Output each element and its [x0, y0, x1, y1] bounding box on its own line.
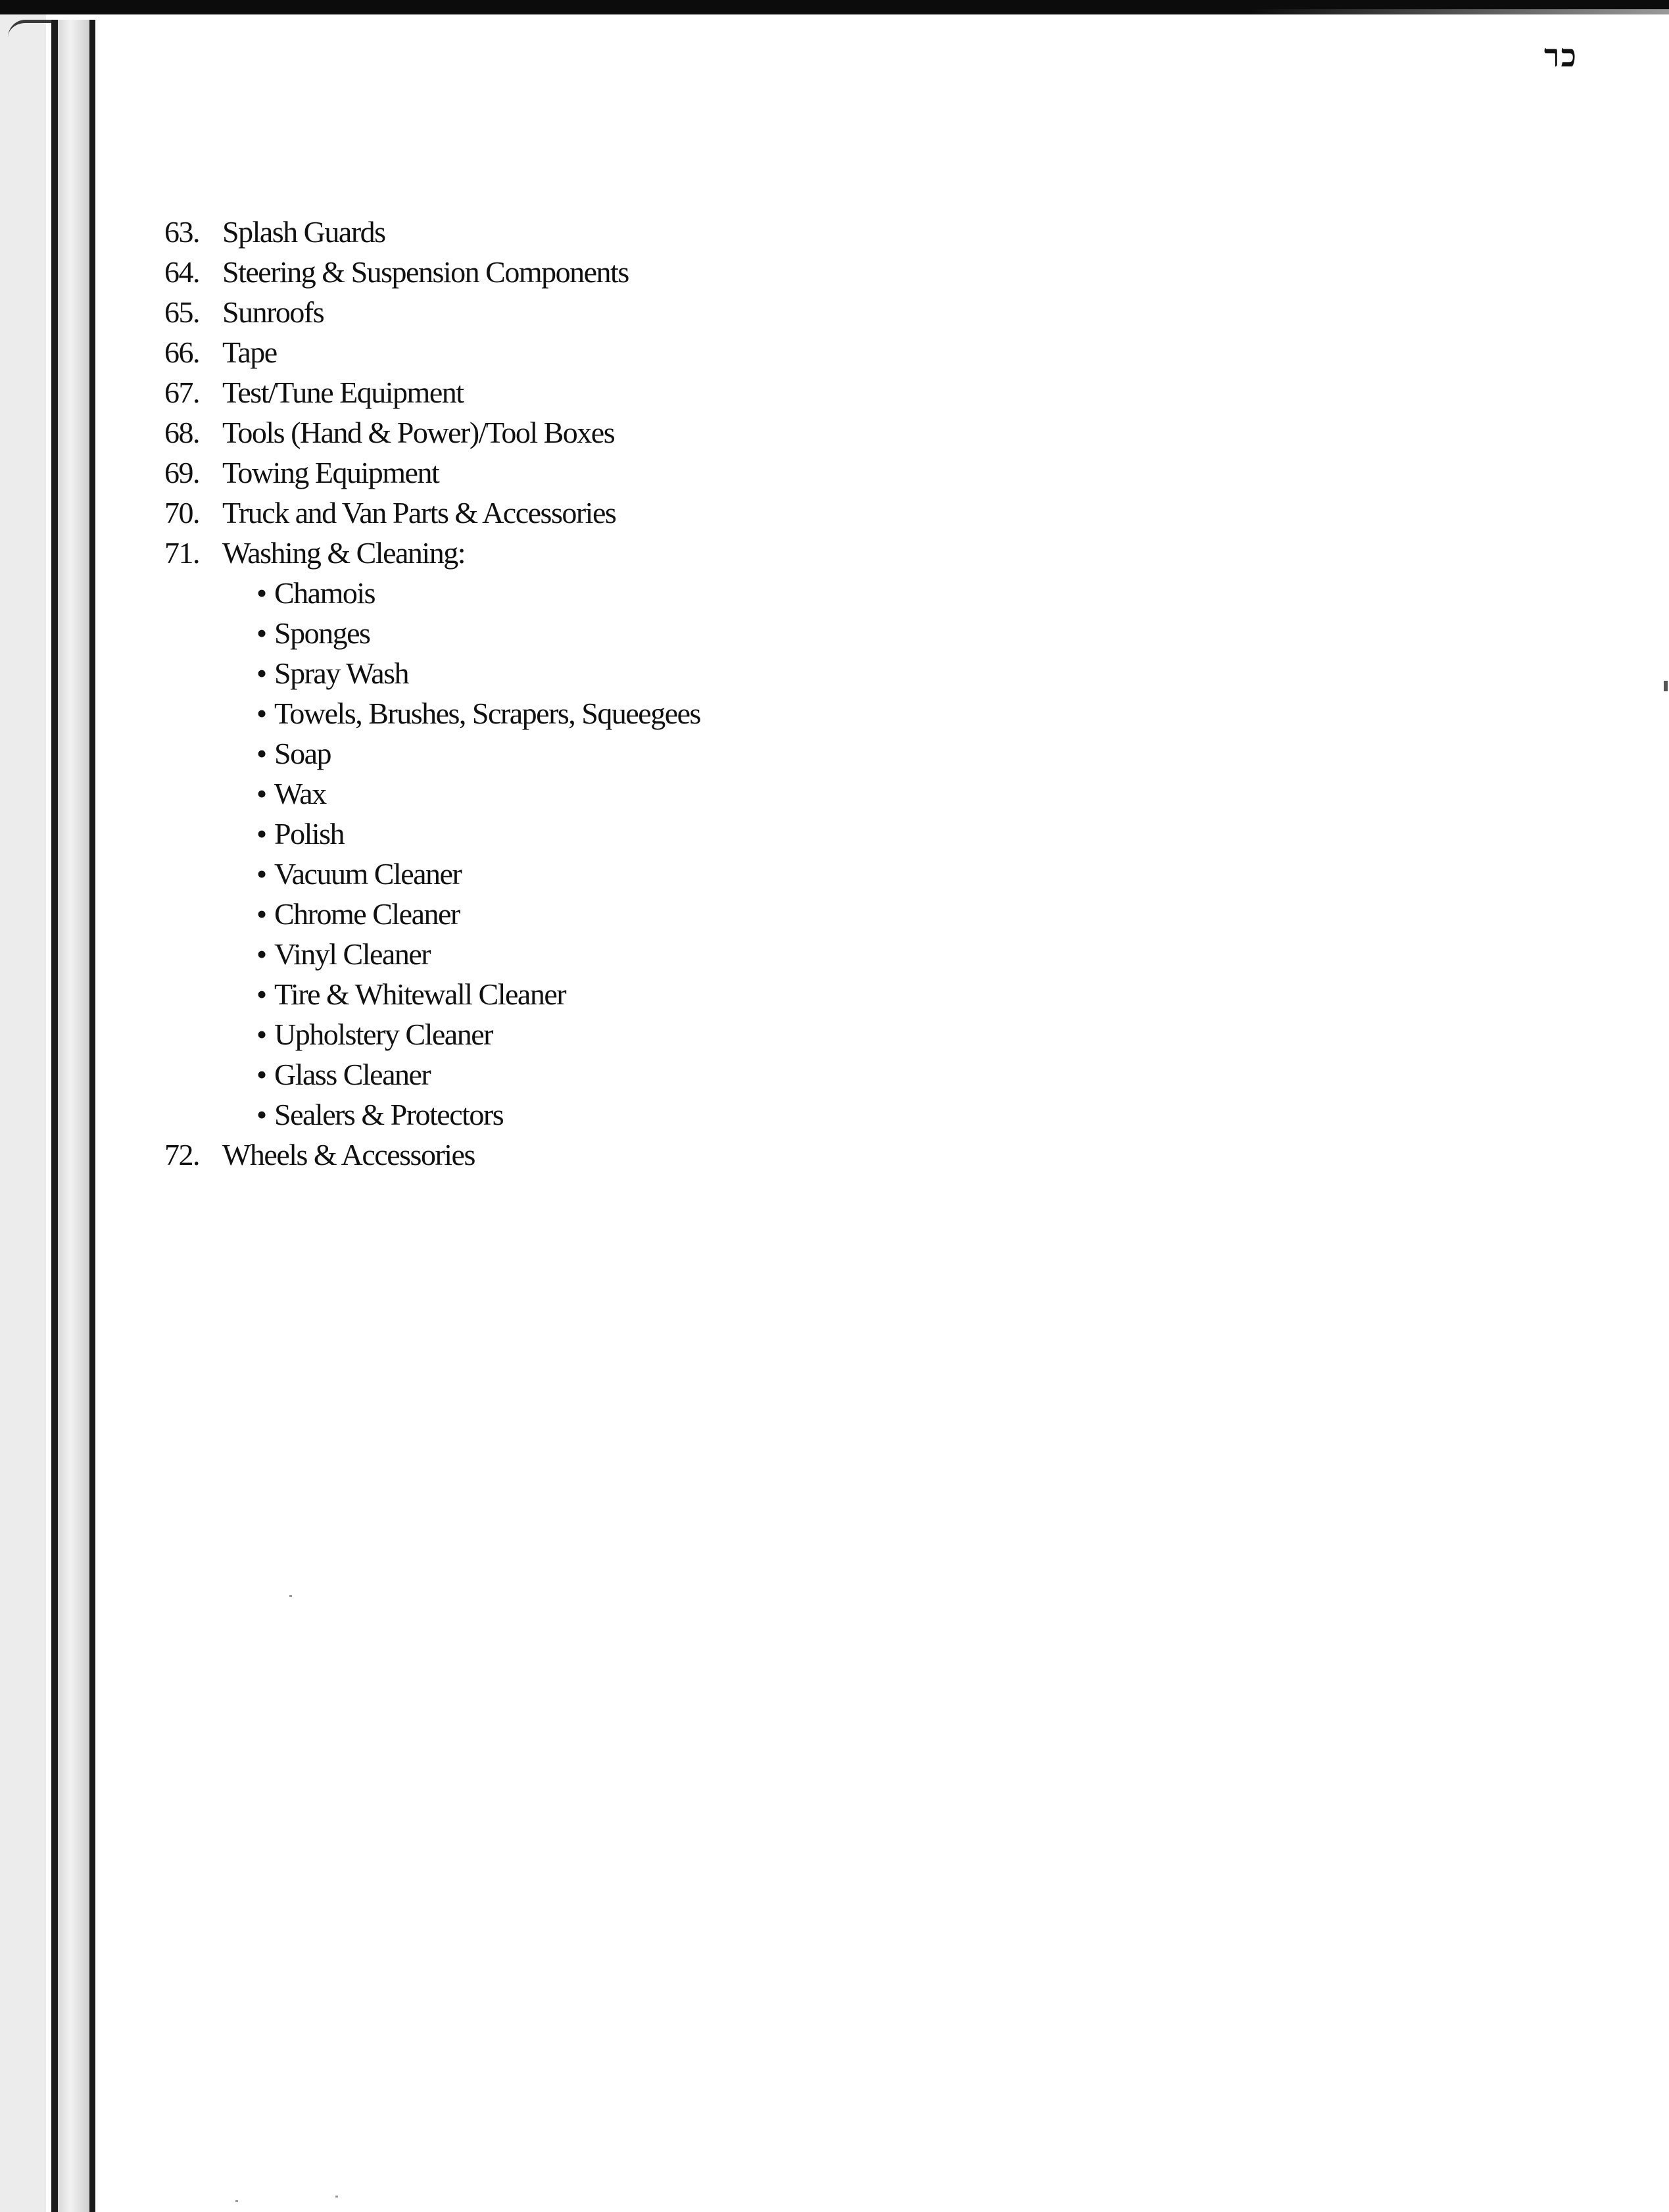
list-item: [164, 1135, 700, 1175]
item-label: Splash Guards: [222, 215, 385, 249]
binding-corner: [8, 20, 54, 37]
scan-speck: [335, 2196, 338, 2198]
sub-list-item: [164, 894, 700, 934]
sub-list-item: [164, 974, 700, 1014]
sub-list-item: [164, 934, 700, 974]
bullet-icon: •: [256, 937, 266, 971]
sub-item-label: Chrome Cleaner: [274, 897, 460, 931]
sub-item-label: Vinyl Cleaner: [274, 937, 431, 971]
binding-margin: [0, 14, 46, 2212]
sub-item-label: Spray Wash: [274, 656, 409, 690]
bullet-icon: •: [256, 576, 266, 610]
bullet-icon: •: [256, 737, 266, 770]
list-item: [164, 412, 700, 453]
item-number: 65.: [164, 295, 199, 329]
parts-list: [164, 212, 700, 1175]
item-label: Steering & Suspension Components: [222, 255, 629, 289]
sub-item-label: Sealers & Protectors: [274, 1098, 504, 1131]
bullet-icon: •: [256, 1018, 266, 1051]
list-item: [164, 372, 700, 412]
bullet-icon: •: [256, 1098, 266, 1131]
scan-speck: [1664, 681, 1668, 691]
bullet-icon: •: [256, 777, 266, 810]
sub-list-item: [164, 814, 700, 854]
sub-item-label: Chamois: [274, 576, 375, 610]
bullet-icon: •: [256, 897, 266, 931]
item-number: 68.: [164, 416, 199, 449]
item-label: Test/Tune Equipment: [222, 376, 464, 409]
list-item: [164, 212, 700, 252]
item-label: Washing & Cleaning:: [222, 536, 465, 570]
item-number: 67.: [164, 376, 199, 409]
sub-item-label: Sponges: [274, 616, 370, 650]
item-number: 66.: [164, 335, 199, 369]
sub-list-item: [164, 1094, 700, 1135]
sub-list-item: [164, 1014, 700, 1054]
list-item: [164, 332, 700, 372]
sub-list-item: [164, 733, 700, 774]
item-number: 72.: [164, 1138, 199, 1171]
item-number: 69.: [164, 456, 199, 489]
item-label: Truck and Van Parts & Accessories: [222, 496, 616, 529]
bullet-icon: •: [256, 1058, 266, 1091]
item-number: 71.: [164, 536, 199, 570]
sub-item-label: Wax: [274, 777, 326, 810]
list-item: [164, 533, 700, 573]
item-number: 64.: [164, 255, 199, 289]
binding-strip: [58, 20, 89, 2212]
item-label: Towing Equipment: [222, 456, 439, 489]
sub-item-label: Glass Cleaner: [274, 1058, 431, 1091]
sub-item-label: Tire & Whitewall Cleaner: [274, 977, 566, 1011]
bullet-icon: •: [256, 656, 266, 690]
item-label: Sunroofs: [222, 295, 324, 329]
scan-top-edge-fade: [1249, 9, 1669, 14]
item-label: Wheels & Accessories: [222, 1138, 475, 1171]
list-item: [164, 493, 700, 533]
sub-list-item: [164, 1054, 700, 1094]
bullet-icon: •: [256, 616, 266, 650]
item-number: 70.: [164, 496, 199, 529]
bullet-icon: •: [256, 697, 266, 730]
sub-list-item: [164, 573, 700, 613]
sub-list-item: [164, 693, 700, 733]
list-item: [164, 453, 700, 493]
bullet-icon: •: [256, 857, 266, 891]
item-label: Tape: [222, 335, 277, 369]
item-number: 63.: [164, 215, 199, 249]
sub-list-item: [164, 653, 700, 693]
sub-list-item: [164, 613, 700, 653]
sub-item-label: Upholstery Cleaner: [274, 1018, 493, 1051]
binding-line-right: [89, 20, 95, 2212]
scan-speck: [235, 2200, 238, 2202]
bullet-icon: •: [256, 977, 266, 1011]
list-item: [164, 292, 700, 332]
binding-line-left: [51, 20, 58, 2212]
sub-item-label: Soap: [274, 737, 331, 770]
scan-speck: [289, 1595, 292, 1597]
list-item: [164, 252, 700, 292]
page-number-mark: כר: [1544, 39, 1578, 74]
sub-item-label: Vacuum Cleaner: [274, 857, 462, 891]
item-label: Tools (Hand & Power)/Tool Boxes: [222, 416, 615, 449]
sub-item-label: Polish: [274, 817, 345, 850]
sub-list-item: [164, 774, 700, 814]
sub-item-label: Towels, Brushes, Scrapers, Squeegees: [274, 697, 700, 730]
bullet-icon: •: [256, 817, 266, 850]
sub-list-item: [164, 854, 700, 894]
